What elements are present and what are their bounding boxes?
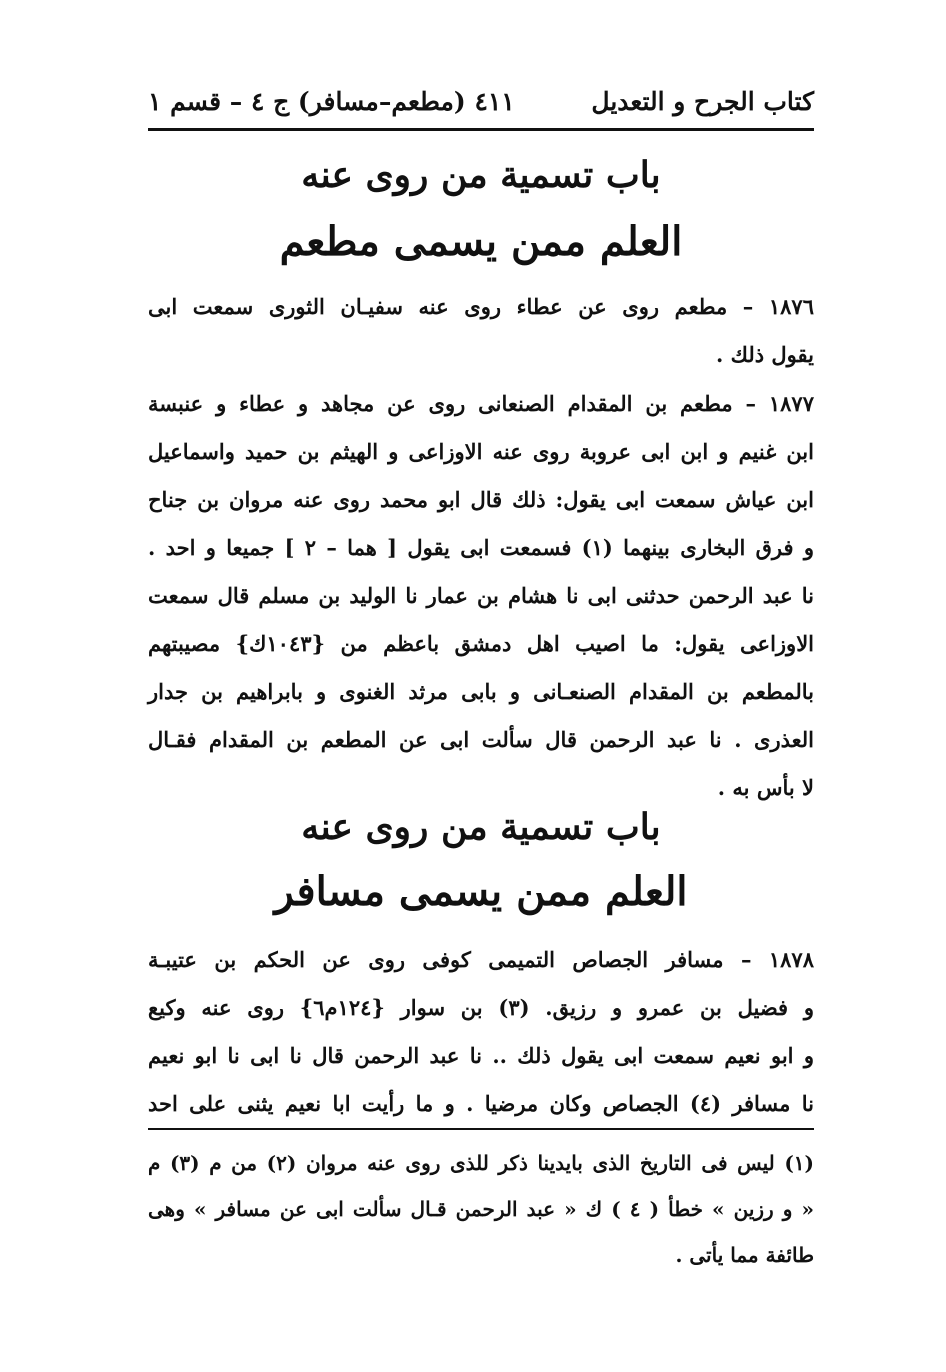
- footnote-line: طائفة مما يأتى .: [675, 1243, 814, 1267]
- footnote-rule: [148, 1128, 814, 1130]
- text-line: و فضيل بن عمرو و رزيق. (٣) بن سوار {١٢٤م٦} روى عنه وكيع: [148, 995, 814, 1020]
- text-line: و ابو نعيم سمعت ابى يقول ذلك .. نا عبد الرحمن قال نا ابى نا ابو نعيم: [148, 1043, 814, 1068]
- running-header: [148, 82, 814, 122]
- chapter-heading-1-line-2: العلم ممن يسمى مطعم: [279, 218, 683, 265]
- text-line: ١٨٧٧ – مطعم بن المقدام الصنعانى روى عن مجاهد و عطاء و عنبسة: [148, 391, 814, 416]
- text-line: و فرق البخارى بينهما (١) فسمعت ابى يقول [ هما – ٢ ] جميعا و احد .: [148, 535, 814, 560]
- book-title: كتاب الجرح و التعديل: [591, 87, 814, 116]
- text-line: لا بأس به .: [717, 775, 814, 800]
- footnote-line: (١) ليس فى التاريخ الذى بايدينا ذكر للذى روى عنه مروان (٢) من م (٣) م: [148, 1151, 815, 1175]
- footnotes: [148, 1140, 814, 1278]
- entry-1876: [148, 283, 814, 379]
- text-line: ابن عياش سمعت ابى يقول: ذلك قال ابو محمد روى عنه مروان بن جناح: [148, 487, 814, 512]
- entry-1877: [148, 380, 814, 812]
- text-line: نا مسافر (٤) الجصاص وكان مرضيا . و ما رأيت ابا نعيم يثنى على احد: [148, 1091, 814, 1116]
- chapter-heading-1-line-1: باب تسمية من روى عنه: [301, 154, 661, 196]
- page-info: ٤١١ (مطعم–مسافر) ج ٤ – قسم ١: [148, 87, 515, 116]
- chapter-heading-2-line-1: باب تسمية من روى عنه: [301, 806, 661, 848]
- header-rule: [148, 128, 814, 131]
- entry-1878: [148, 936, 814, 1128]
- text-line: العذرى . نا عبد الرحمن قال سألت ابى عن المطعم بن المقدام فقـال: [148, 727, 814, 752]
- text-line: بالمطعم بن المقدام الصنعـانى و بابى مرثد الغنوى و بابراهيم بن جدار: [148, 679, 814, 704]
- text-line: نا عبد الرحمن حدثنى ابى نا هشام بن عمار نا الوليد بن مسلم قال سمعت: [148, 583, 814, 608]
- text-line: ابن غنيم و ابن ابى عروبة روى عنه الاوزاعى و الهيثم بن حميد واسماعيل: [148, 439, 814, 464]
- text-line: ١٨٧٨ – مسافر الجصاص التميمى كوفى روى عن الحكم بن عتيبـة: [148, 947, 814, 972]
- chapter-heading-2-line-2: العلم ممن يسمى مسافر: [274, 868, 688, 915]
- footnote-line: « و رزين » خطأ ( ٤ ) ك « عبد الرحمن قـال سألت ابى عن مسافر » وهى: [148, 1197, 814, 1221]
- text-line: ١٨٧٦ – مطعم روى عن عطاء روى عنه سفيـان الثورى سمعت ابى: [148, 294, 814, 319]
- text-line: الاوزاعى يقول: ما اصيب اهل دمشق باعظم من {١٠٤٣ك} مصيبتهم: [148, 631, 815, 656]
- text-line: يقول ذلك .: [716, 342, 814, 367]
